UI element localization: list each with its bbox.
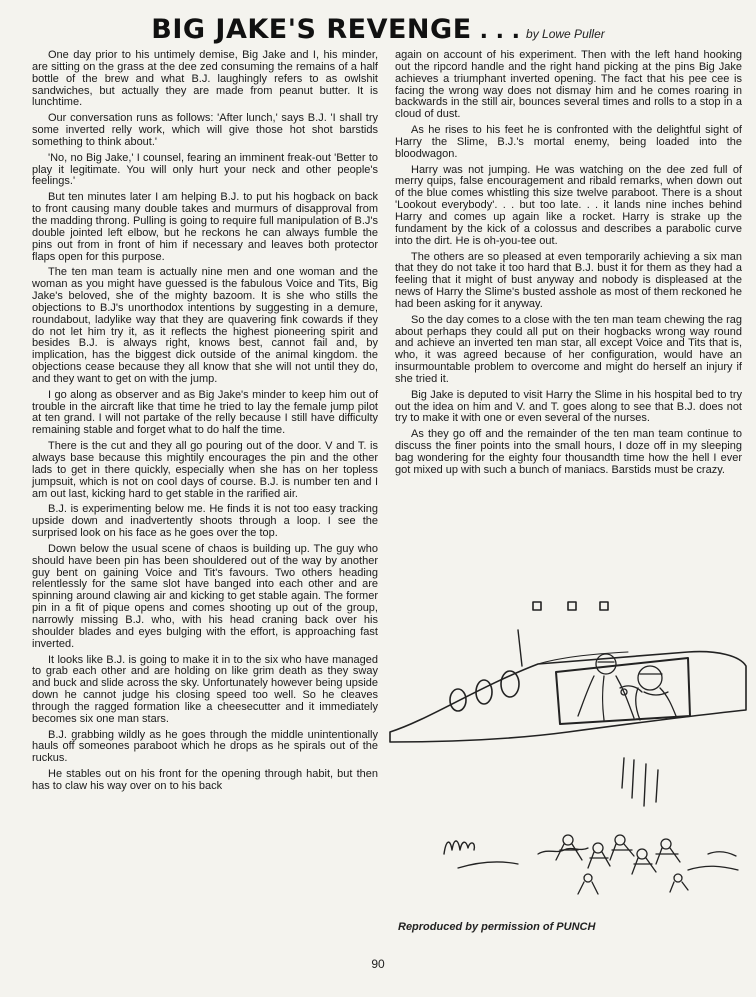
paragraph: The others are so pleased at even temporarily achieving a six man that they do not take it too hard that B.J. bust it for them as they had a feeling that it might of bust anyway and nobody is displeased at the news of Harry the Slime's busted asshole as most of them reckoned he had been asking for it anyway. <box>395 250 742 310</box>
paragraph: The ten man team is actually nine men and one woman and the woman as you might have guessed is the fabulous Voice and Tits, Big Jake's beloved, she of the mighty bazoom. It is she who stills the objections to B.J's unorthodox intentions by suggesting in a demure, roundabout, ladylike way that they are quavering fink cowards if they do not let him try it, as it reflects the highest pioneering spirit and besides B.J. is always right, knows best, cannot fail and, by implication, has the biggest dick outside of the animal kingdom. the objections cease because they all know that she will not until they do, and they want to get on with the jump. <box>32 266 378 385</box>
paragraph: One day prior to his untimely demise, Big Jake and I, his minder, are sitting on the grass at the dee zed consuming the remains of a half bottle of the brew and what B.J. laughingly refers to as owlshit sandwiches, but actually they are made from peanut butter. It is lunchtime. <box>32 49 378 109</box>
paragraph: So the day comes to a close with the ten man team chewing the rag about perhaps they could all put on their hogbacks wrong way round and achieve an inverted ten man star, all except Voice and Tits that is, who, it was agreed because of her configuration, would have an insurmountable problem to overcome and might do herself an injury if she tried it. <box>395 313 742 385</box>
paragraph: It looks like B.J. is going to make it in to the six who have managed to grab each other and are holding on like grim death as they sway and buck and slide across the sky. Unfortunately however being upside down he cannot judge his closing speed too well. So he cleaves through the ragged formation like a cheesecutter and it immediately becomes six one man stars. <box>32 653 378 725</box>
paragraph: He stables out on his front for the opening through habit, but then has to claw his way over on to his back <box>32 768 378 792</box>
illustration-caption: Reproduced by permission of PUNCH <box>398 921 596 933</box>
separator-square <box>533 602 541 610</box>
aircraft-fuselage <box>390 652 746 742</box>
right-column <box>395 50 742 481</box>
paragraph: again on account of his experiment. Then with the left hand hooking out the ripcord handle and the right hand picking at the pins Big Jake achieves a triumphant inverted opening. The fact that his pee cee is facing the wrong way does not dismay him and he comes roaring in backwards in the still air, bounces several times and rolls to a stop in a cloud of dust. <box>395 49 742 121</box>
paragraph: B.J. is experimenting below me. He finds it is not too easy tracking upside down and inadvertently shoots through a loop. I see the surprised look on his face as he goes over the top. <box>32 503 378 540</box>
article-title: BIG JAKE'S REVENGE <box>151 14 472 45</box>
skydiver-formation <box>458 835 738 894</box>
paragraph: Big Jake is deputed to visit Harry the Slime in his hospital bed to try out the idea on him and V. and T. goes along to see that B.J. does not try to make it with one or even several of the nurses. <box>395 388 742 425</box>
falling-motion-lines <box>622 758 658 806</box>
paragraph: There is the cut and they all go pouring out of the door. V and T. is always base because this mightily encourages the pin and the other lads to get in there quickly, especially when she has on her topless jumpsuit, which is not on cool days of course. B.J. is number ten and I am out last, kicking hard to get stable in the rarified air. <box>32 440 378 500</box>
paragraph: Our conversation runs as follows: 'After lunch,' says B.J. 'I shall try some inverted relly work, which will give those hot shot barstids something to think about.' <box>32 112 378 148</box>
separator-square <box>568 602 576 610</box>
separator-square <box>600 602 608 610</box>
paragraph: 'No, no Big Jake,' I counsel, fearing an imminent freak-out 'Better to play it legitimate. You will only hurt your neck and other people's feelings.' <box>32 151 378 188</box>
cartoon-illustration <box>388 592 750 902</box>
article-header <box>0 14 756 45</box>
page-number: 90 <box>371 957 385 971</box>
artist-signature <box>444 841 474 854</box>
paragraph: I go along as observer and as Big Jake's minder to keep him out of trouble in the aircraft like that time he tried to lay the female jump pilot at ten grand. I will not partake of the relly because I still have difficulty remaining stable and forget what to do half the time. <box>32 388 378 437</box>
paragraph: But ten minutes later I am helping B.J. to put his hogback on back to front causing many double takes and murmurs of disapproval from the madding throng. Pulling is going to require full manipulation of B.J's double jointed left elbow, but he reckons he can always fumble the pins out from in front of him if necessary and leaves both protector flaps open for this purpose. <box>32 191 378 263</box>
paragraph: As they go off and the remainder of the ten man team continue to discuss the finer points into the small hours, I doze off in my sleeping bag wondering for the eighty four thousandth time how the hell I ever got mixed up with such a bunch of maniacs. Barstids must be crazy. <box>395 428 742 476</box>
left-column <box>32 50 378 797</box>
article-byline: by Lowe Puller <box>526 27 605 41</box>
title-ellipsis: . . . <box>479 19 521 44</box>
paragraph: B.J. grabbing wildly as he goes through the middle unintentionally hauls off someones paraboot which he drops as he spirals out of the ruckus. <box>32 728 378 765</box>
paragraph: Harry was not jumping. He was watching on the dee zed full of merry quips, false encouragement and ribald remarks, when down out of the blue comes whistling this size twelve paraboot. There is a shout 'Lookout everybody'. . . but too late. . . it lands nine inches behind Harry and comes up again like a rocket. Harry is strake up the fundament by the kick of a colossus and describes a parabolic curve into the dirt. He is oh-you-tee out. <box>395 163 742 247</box>
paragraph: Down below the usual scene of chaos is building up. The guy who should have been pin has been shouldered out of the way by another guy bent on gaining Voice and Tit's favours. Two others heading relentlessly for the same slot have banged into each other and are spinning around clawing air and kicking to get stable again. The former pin in a fit of pique opens and comes shooting up out of the group, narrowly missing B.J. who, with his head craning back over his shoulder blades and eyes bulging with the effort, is approaching fast inverted. <box>32 542 378 650</box>
paragraph: As he rises to his feet he is confronted with the delightful sight of Harry the Slime, B.J.'s mortal enemy, being loaded into the bloodwagon. <box>395 124 742 160</box>
